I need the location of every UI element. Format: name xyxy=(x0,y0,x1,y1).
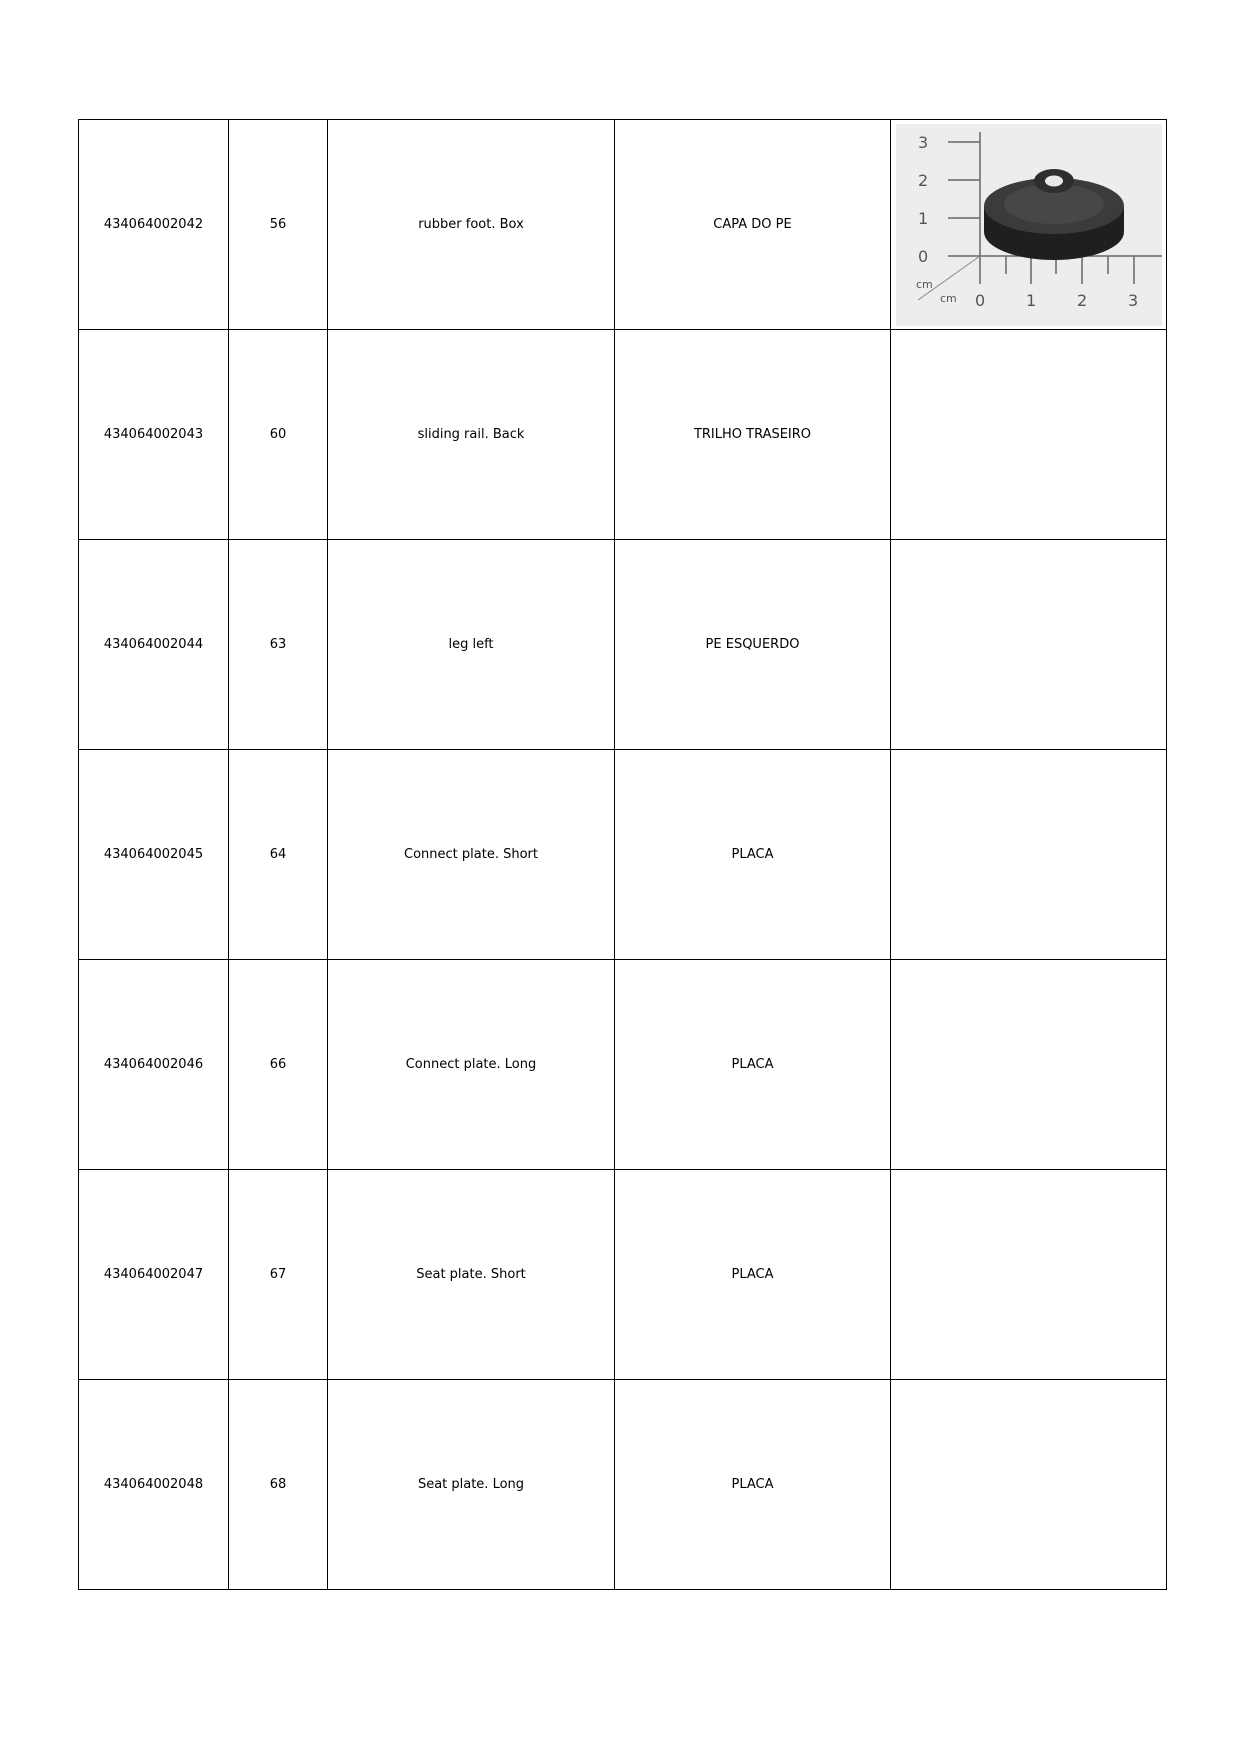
position-number: 60 xyxy=(229,330,328,540)
part-image-cell xyxy=(891,750,1167,960)
part-description: Seat plate. Short xyxy=(328,1170,615,1380)
part-code: 434064002046 xyxy=(79,960,229,1170)
table-row xyxy=(79,960,1167,1170)
part-description-pt: PLACA xyxy=(615,960,891,1170)
x-tick-label: 0 xyxy=(974,290,985,310)
part-description: rubber foot. Box xyxy=(328,120,615,330)
part-description-pt: CAPA DO PE xyxy=(615,120,891,330)
part-code: 434064002047 xyxy=(79,1170,229,1380)
part-code: 434064002043 xyxy=(79,330,229,540)
position-number: 67 xyxy=(229,1170,328,1380)
y-tick-label: 2 xyxy=(917,170,928,190)
x-tick-label: 2 xyxy=(1076,290,1087,310)
part-description-pt: PLACA xyxy=(615,1170,891,1380)
position-number: 64 xyxy=(229,750,328,960)
position-number: 63 xyxy=(229,540,328,750)
parts-table xyxy=(78,119,1167,1590)
part-image-cell xyxy=(891,540,1167,750)
position-number: 56 xyxy=(229,120,328,330)
part-description-pt: PLACA xyxy=(615,750,891,960)
part-image-cell xyxy=(891,960,1167,1170)
part-image-cell xyxy=(891,1380,1167,1590)
position-number: 66 xyxy=(229,960,328,1170)
x-tick-label: 3 xyxy=(1127,290,1138,310)
y-tick-label: 1 xyxy=(917,208,928,228)
part-description: Seat plate. Long xyxy=(328,1380,615,1590)
part-image-cell xyxy=(891,330,1167,540)
x-unit-label: cm xyxy=(939,291,957,305)
position-number: 68 xyxy=(229,1380,328,1590)
x-tick-label: 1 xyxy=(1025,290,1036,310)
part-code: 434064002044 xyxy=(79,540,229,750)
part-image-cell xyxy=(891,1170,1167,1380)
table-row xyxy=(79,120,1167,330)
table-row xyxy=(79,750,1167,960)
table-row xyxy=(79,1380,1167,1590)
y-tick-label: 0 xyxy=(917,246,928,266)
y-tick-label: 3 xyxy=(917,132,928,152)
part-description: Connect plate. Long xyxy=(328,960,615,1170)
part-description: sliding rail. Back xyxy=(328,330,615,540)
table-row xyxy=(79,1170,1167,1380)
part-description-pt: TRILHO TRASEIRO xyxy=(615,330,891,540)
part-code: 434064002048 xyxy=(79,1380,229,1590)
table-row xyxy=(79,330,1167,540)
part-description-pt: PLACA xyxy=(615,1380,891,1590)
table-row xyxy=(79,540,1167,750)
part-description-pt: PE ESQUERDO xyxy=(615,540,891,750)
part-description: leg left xyxy=(328,540,615,750)
part-description: Connect plate. Short xyxy=(328,750,615,960)
part-code: 434064002042 xyxy=(79,120,229,330)
y-unit-label: cm xyxy=(915,277,933,291)
rubber-foot-photo xyxy=(896,124,1162,326)
part-code: 434064002045 xyxy=(79,750,229,960)
part-image-cell xyxy=(891,120,1167,330)
